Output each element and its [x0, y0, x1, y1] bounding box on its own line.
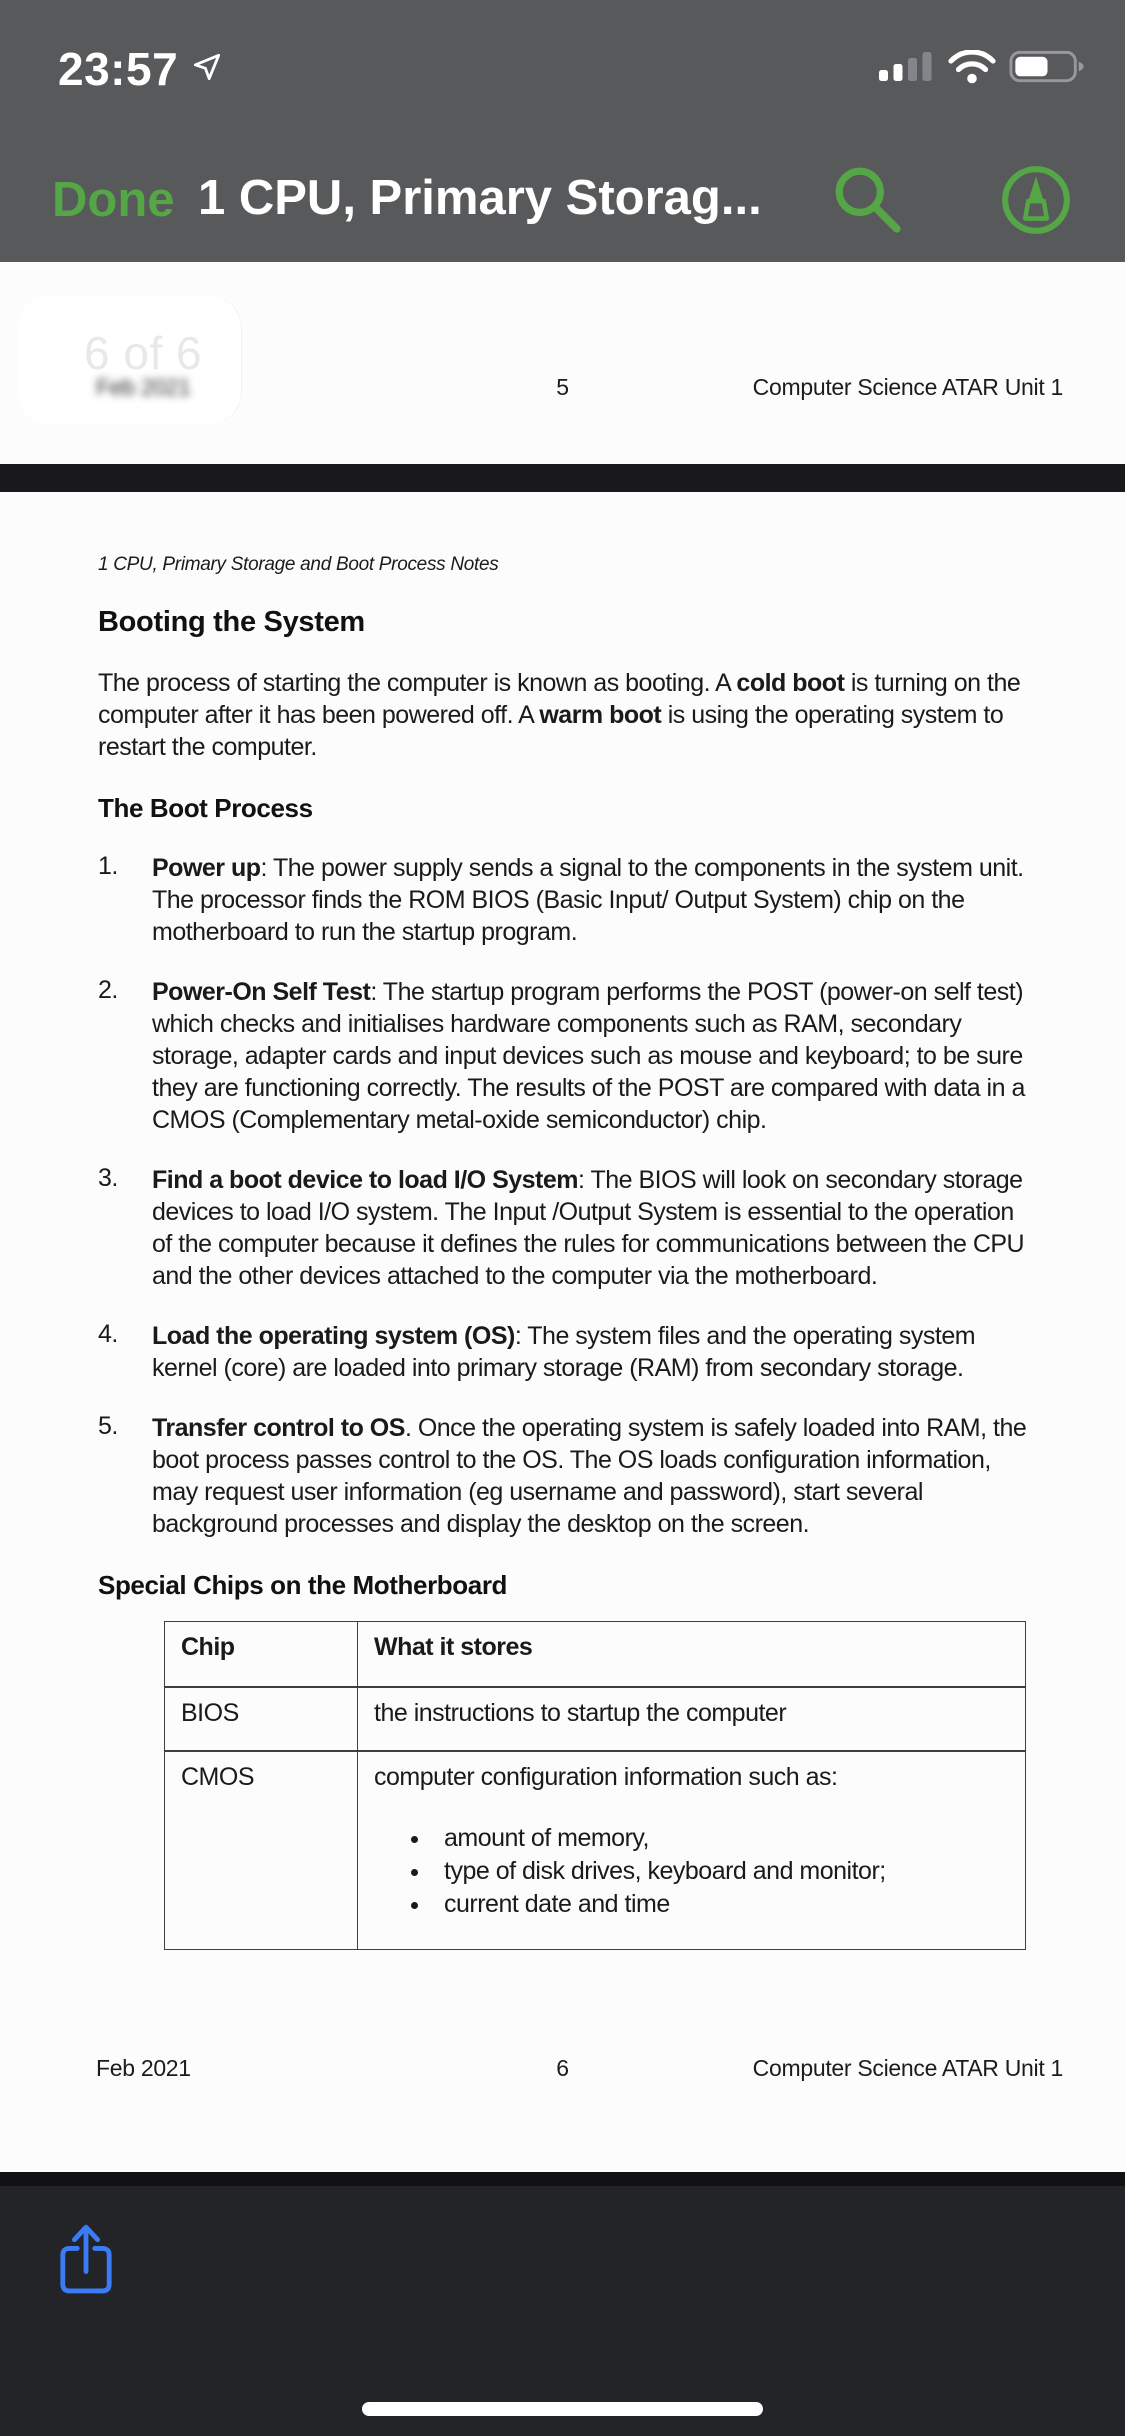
cell-stores: the instructions to startup the computer — [358, 1687, 1026, 1751]
page6-page-number: 6 — [556, 2055, 569, 2081]
list-number: 1. — [98, 852, 118, 880]
list-text: Find a boot device to load I/O System: The BIOS will look on secondary storage devices to load I/O system. The Input /Output System is essential to the operation of the computer because it defines the rules for communications between the CPU and the other devices attached to the computer via the motherboard. — [152, 1166, 1025, 1290]
boot-process-heading: The Boot Process — [98, 793, 313, 823]
cell-stores — [358, 1751, 1026, 1950]
chips-table — [164, 1621, 1026, 1950]
markup-button[interactable] — [992, 158, 1080, 242]
bullet-item: • type of disk drives, keyboard and monitor; — [432, 1855, 1009, 1888]
page-separator — [0, 464, 1125, 492]
done-button[interactable]: Done — [30, 158, 197, 242]
page-indicator-pill — [18, 296, 242, 424]
page-header-note: 1 CPU, Primary Storage and Boot Process Notes — [98, 554, 499, 575]
intro-paragraph: The process of starting the computer is known as booting. A cold boot is turning on the computer after it has been powered off. A warm boot is using the operating system to restart the computer. — [98, 669, 1021, 761]
list-text: Load the operating system (OS): The system files and the operating system kernel (core) are loaded into primary storage (RAM) from secondary storage. — [152, 1322, 976, 1382]
status-bar — [0, 0, 1125, 100]
table-row — [165, 1687, 1026, 1751]
bullet-item: • amount of memory, — [432, 1822, 1009, 1855]
list-item-1 — [98, 852, 1125, 948]
special-chips-heading: Special Chips on the Motherboard — [98, 1570, 508, 1600]
list-text: Power-On Self Test: The startup program performs the POST (power-on self test) which checks and initialises hardware components such as RAM, secondary storage, adapter cards and input devices such as mouse and keyboard; to be sure they are functioning correctly. The results of the POST are compared with data in a CMOS (Complementary metal-oxide semiconductor) chip. — [152, 978, 1025, 1134]
cellular-signal-icon — [879, 51, 935, 83]
search-icon — [831, 163, 905, 237]
list-number: 2. — [98, 976, 118, 1004]
column-header-stores: What it stores — [358, 1622, 1026, 1688]
page5-footer-left: Feb 2021 — [96, 374, 191, 400]
list-item-4 — [98, 1320, 1125, 1384]
list-text: Power up: The power supply sends a signal to the components in the system unit. The processor finds the ROM BIOS (Basic Input/ Output System) chip on the motherboard to run the startup program. — [152, 854, 1024, 946]
column-header-chip: Chip — [165, 1622, 358, 1688]
bottom-toolbar — [0, 2172, 1125, 2436]
search-button[interactable] — [824, 158, 912, 242]
cmos-bullet-list — [374, 1822, 1009, 1921]
section-title: Booting the System — [98, 606, 365, 638]
location-arrow-icon — [190, 50, 224, 84]
list-number: 5. — [98, 1412, 118, 1440]
markup-pen-icon — [999, 163, 1073, 237]
nav-bar — [0, 158, 1125, 262]
pdf-page-5-bottom — [0, 262, 1125, 464]
list-item-5 — [98, 1412, 1125, 1540]
list-text: Transfer control to OS. Once the operating system is safely loaded into RAM, the boot process passes control to the OS. The OS loads configuration information, may request user information (eg username and password), start several background processes and display the desktop on the screen. — [152, 1414, 1027, 1538]
page5-footer-right: Computer Science ATAR Unit 1 — [752, 374, 1063, 400]
status-time: 23:57 — [58, 43, 179, 95]
page5-page-number: 5 — [556, 374, 569, 400]
document-title: 1 CPU, Primary Storag... — [198, 171, 762, 225]
wifi-icon — [948, 50, 996, 84]
page6-footer-left: Feb 2021 — [96, 2055, 191, 2081]
share-icon — [57, 2221, 115, 2299]
home-indicator[interactable] — [362, 2402, 763, 2416]
toolbar-top-edge — [0, 2172, 1125, 2186]
cell-chip: BIOS — [165, 1687, 358, 1751]
top-chrome — [0, 0, 1125, 262]
cell-stores-intro: computer configuration information such as: — [374, 1763, 838, 1791]
pdf-page-6 — [0, 492, 1125, 2172]
list-item-2 — [98, 976, 1125, 1136]
battery-icon — [1009, 50, 1087, 84]
table-header-row — [165, 1622, 1026, 1688]
list-number: 3. — [98, 1164, 118, 1192]
pdf-viewer-scroll-area[interactable] — [0, 262, 1125, 2172]
bullet-item: • current date and time — [432, 1888, 1009, 1921]
cell-chip: CMOS — [165, 1751, 358, 1950]
share-button[interactable] — [40, 2214, 132, 2306]
list-item-3 — [98, 1164, 1125, 1292]
list-number: 4. — [98, 1320, 118, 1348]
table-row — [165, 1751, 1026, 1950]
page6-footer-right: Computer Science ATAR Unit 1 — [752, 2055, 1063, 2081]
page-indicator-label: 6 of 6 — [84, 327, 203, 379]
